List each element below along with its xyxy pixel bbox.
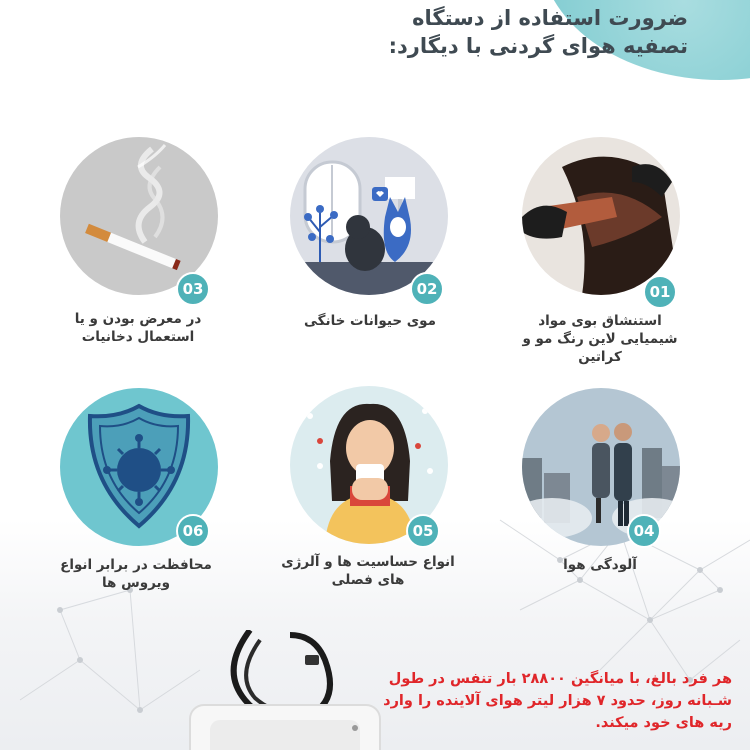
number-badge: 05 (406, 514, 440, 548)
number-badge: 04 (627, 514, 661, 548)
item-label: استنشاق بوی مواد شیمیایی لاین رنگ مو و کراتین (522, 313, 678, 365)
number-badge: 03 (176, 272, 210, 306)
page-title (308, 4, 688, 60)
item-label: انواع حساسیت ها و آلرژی های فصلی (281, 554, 455, 588)
item-label: محافظت در برابر انواع ویروس ها (60, 557, 212, 591)
item-label: در معرض بودن و یا استعمال دخانیات (74, 311, 202, 345)
hair-coloring-image (522, 137, 680, 295)
footer-statement: هر فرد بالغ، با میانگین ۲۸۸۰۰ بار تنفس در طول شـبانه روز، حدود ۷ هزار لیتر هوای آلاینده را وارد ریه های خود میکند. (383, 671, 732, 731)
number-badge: 02 (410, 272, 444, 306)
number-badge: 06 (176, 514, 210, 548)
number-badge: 01 (643, 275, 677, 309)
air-purifier-device-image (150, 630, 400, 750)
item-label: موی حیوانات خانگی (303, 313, 436, 329)
title-line-2: تصفیه هوای گردنی با دیگارد: (388, 34, 688, 58)
title-line-1: ضرورت استفاده از دستگاه (412, 6, 688, 30)
item-label: آلودگی هوا (563, 557, 637, 573)
